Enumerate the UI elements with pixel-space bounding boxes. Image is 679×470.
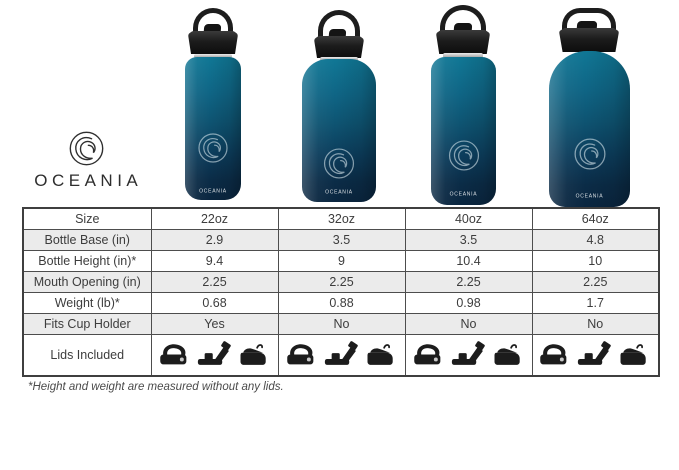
- straw-lid-icon: [197, 341, 233, 368]
- table-row-bottle-height: [23, 250, 659, 271]
- spout-lid-icon: [490, 341, 526, 368]
- table-row-bottle-base: [23, 229, 659, 250]
- row-label-bottle-height: Bottle Height (in)*: [23, 250, 151, 271]
- bottle-body: [302, 59, 376, 202]
- footnote: *Height and weight are measured without any lids.: [28, 381, 284, 393]
- bottle-brand-label: OCEANIA: [575, 193, 604, 199]
- bottle-cap: [314, 36, 364, 58]
- cell-base-40oz: 3.5: [405, 229, 532, 250]
- bottle-cap: [436, 30, 490, 54]
- cell-lids-32oz: [278, 334, 405, 376]
- cell-weight-64oz: 1.7: [532, 292, 659, 313]
- table-row-mouth-opening: [23, 271, 659, 292]
- wave-logo-icon: [447, 139, 480, 172]
- table-row-lids-included: [23, 334, 659, 376]
- lid-icon-set: [154, 341, 276, 368]
- bottle-cap: [188, 31, 238, 54]
- row-label-bottle-base: Bottle Base (in): [23, 229, 151, 250]
- row-label-lids-included: Lids Included: [23, 334, 151, 376]
- wave-logo-icon: [197, 132, 229, 164]
- bottle-body: [185, 57, 241, 200]
- cell-height-22oz: 9.4: [151, 250, 278, 271]
- handle-lid-icon: [412, 341, 448, 368]
- cell-height-40oz: 10.4: [405, 250, 532, 271]
- wave-logo-icon: [323, 147, 356, 180]
- cell-base-64oz: 4.8: [532, 229, 659, 250]
- cell-height-32oz: 9: [278, 250, 405, 271]
- wave-logo-icon: [573, 137, 607, 171]
- handle-lid-icon: [158, 341, 194, 368]
- cell-weight-32oz: 0.88: [278, 292, 405, 313]
- lid-icon-set: [281, 341, 403, 368]
- spout-lid-icon: [236, 341, 272, 368]
- cell-base-32oz: 3.5: [278, 229, 405, 250]
- cell-height-64oz: 10: [532, 250, 659, 271]
- cell-cupholder-64oz: No: [532, 313, 659, 334]
- lid-icon-set: [535, 341, 657, 368]
- wave-circle-icon: [68, 130, 105, 167]
- cell-mouth-40oz: 2.25: [405, 271, 532, 292]
- bottle-brand-label: OCEANIA: [199, 188, 227, 194]
- cell-cupholder-32oz: No: [278, 313, 405, 334]
- bottle-body: [549, 51, 630, 207]
- lid-icon-set: [408, 341, 530, 368]
- row-label-cup-holder: Fits Cup Holder: [23, 313, 151, 334]
- cell-lids-22oz: [151, 334, 278, 376]
- cell-size-40oz: 40oz: [405, 208, 532, 229]
- cell-size-22oz: 22oz: [151, 208, 278, 229]
- cell-mouth-22oz: 2.25: [151, 271, 278, 292]
- row-label-weight: Weight (lb)*: [23, 292, 151, 313]
- bottle-40oz: [431, 5, 496, 205]
- straw-lid-icon: [324, 341, 360, 368]
- cell-lids-40oz: [405, 334, 532, 376]
- cell-weight-40oz: 0.98: [405, 292, 532, 313]
- cell-cupholder-22oz: Yes: [151, 313, 278, 334]
- cell-size-32oz: 32oz: [278, 208, 405, 229]
- bottle-body: [431, 57, 496, 205]
- row-label-mouth-opening: Mouth Opening (in): [23, 271, 151, 292]
- straw-lid-icon: [451, 341, 487, 368]
- handle-lid-icon: [538, 341, 574, 368]
- row-label-size: Size: [23, 208, 151, 229]
- cell-mouth-64oz: 2.25: [532, 271, 659, 292]
- cell-size-64oz: 64oz: [532, 208, 659, 229]
- table-row-weight: [23, 292, 659, 313]
- spout-lid-icon: [616, 341, 652, 368]
- bottle-cap: [559, 28, 619, 52]
- cell-weight-22oz: 0.68: [151, 292, 278, 313]
- bottle-32oz: [302, 10, 376, 202]
- brand-block: [15, 130, 157, 191]
- cell-mouth-32oz: 2.25: [278, 271, 405, 292]
- table-row-size: [23, 208, 659, 229]
- bottle-22oz: [185, 8, 241, 200]
- spec-table: [22, 207, 660, 377]
- cell-base-22oz: 2.9: [151, 229, 278, 250]
- brand-name: OCEANIA: [34, 171, 143, 190]
- bottle-64oz: [549, 8, 630, 207]
- spout-lid-icon: [363, 341, 399, 368]
- table-row-cup-holder: [23, 313, 659, 334]
- cell-cupholder-40oz: No: [405, 313, 532, 334]
- handle-lid-icon: [285, 341, 321, 368]
- bottle-brand-label: OCEANIA: [449, 191, 478, 197]
- cell-lids-64oz: [532, 334, 659, 376]
- straw-lid-icon: [577, 341, 613, 368]
- bottle-brand-label: OCEANIA: [325, 189, 353, 195]
